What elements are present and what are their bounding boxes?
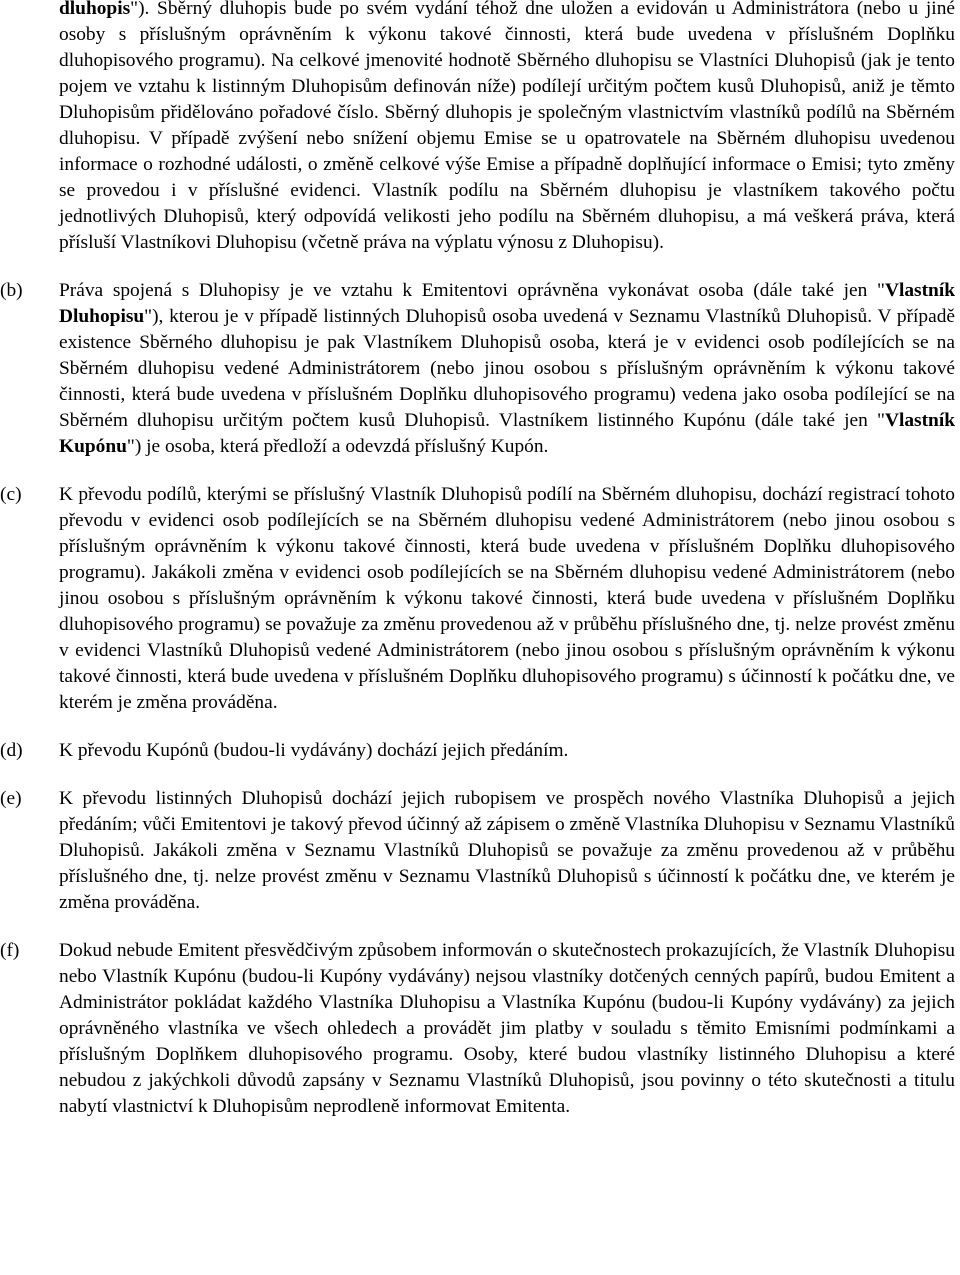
continued-paragraph	[59, 0, 955, 256]
defined-term: Vlastník Kupónu	[59, 410, 955, 457]
item-label: (b)	[0, 280, 23, 301]
defined-term: Vlastník Dluhopisu	[59, 280, 955, 327]
spacer	[0, 256, 960, 278]
spacer	[0, 916, 960, 938]
item-label: (e)	[0, 788, 22, 809]
item-text: "), kterou je v případě listinných Dluhopisů osoba uvedená v Seznamu Vlastníků Dluhopisů. V případě existence Sběrného dluhopisu je pak Vlastníkem Dluhopisů osoba, která je v evidenci osob podílejících se na Sběrném dluhopisu vedené Administrátorem (nebo jinou osobou s příslušným oprávněním k výkonu takové činnosti, která bude uvedena v příslušném Doplňku dluhopisového programu) vedena jako osoba podílející se na Sběrném dluhopisu určitým počtem kusů Dluhopisů. Vlastníkem listinného Kupónu (dále také jen "	[59, 306, 955, 431]
item-label: (f)	[0, 940, 20, 961]
spacer	[0, 460, 960, 482]
list-item-b	[0, 278, 955, 460]
item-text: Dokud nebude Emitent přesvědčivým způsobem informován o skutečnostech prokazujících, že Vlastník Dluhopisu nebo Vlastník Kupónu (budou-li Kupóny vydávány) nejsou vlastníky dotčených cenných papírů, budou Emitent a Administrátor pokládat každého Vlastníka Dluhopisu a Vlastníka Kupónu (budou-li Kupóny vydávány) za jejich oprávněného vlastníka ve všech ohledech a provádět jim platby v souladu s těmito Emisními podmínkami a příslušným Doplňkem dluhopisového programu. Osoby, které budou vlastníky listinného Dluhopisu a které nebudou z jakýchkoli důvodů zapsány v Seznamu Vlastníků Dluhopisů, jsou povinny o této skutečnosti a titulu nabytí vlastnictví k Dluhopisům neprodleně informovat Emitenta.	[59, 940, 955, 1117]
item-text: ") je osoba, která předloží a odevzdá příslušný Kupón.	[126, 436, 549, 457]
list-item-c	[0, 482, 955, 716]
list-item-f	[0, 938, 955, 1120]
item-text: Práva spojená s Dluhopisy je ve vztahu k Emitentovi oprávněna vykonávat osoba (dále také jen "	[59, 280, 885, 301]
item-text: K převodu podílů, kterými se příslušný Vlastník Dluhopisů podílí na Sběrném dluhopisu, dochází registrací tohoto převodu v evidenci osob podílejících se na Sběrném dluhopisu vedené Administrátorem (nebo jinou osobou s příslušným oprávněním k výkonu takové činnosti, která bude uvedena v příslušném Doplňku dluhopisového programu). Jakákoli změna v evidenci osob podílejících se na Sběrném dluhopisu vedené Administrátorem (nebo jinou osobou s příslušným oprávněním k výkonu takové činnosti, která bude uvedena v příslušném Doplňku dluhopisového programu) se považuje za změnu provedenou až v průběhu příslušného dne, tj. nelze provést změnu v evidenci Vlastníků Dluhopisů vedené Administrátorem (nebo jinou osobou s příslušným oprávněním k výkonu takové činnosti, která bude uvedena v příslušném Doplňku dluhopisového programu) s účinností k počátku dne, ve kterém je změna prováděna.	[59, 484, 955, 713]
list-item-e	[0, 786, 955, 916]
spacer	[0, 716, 960, 738]
item-label: (d)	[0, 740, 23, 761]
item-label: (c)	[0, 484, 22, 505]
item-text: K převodu Kupónů (budou-li vydávány) dochází jejich předáním.	[59, 740, 569, 761]
bold-term: dluhopis	[59, 0, 131, 19]
spacer	[0, 764, 960, 786]
item-text: K převodu listinných Dluhopisů dochází jejich rubopisem ve prospěch nového Vlastníka Dluhopisů a jejich předáním; vůči Emitentovi je takový převod účinný až zápisem o změně Vlastníka Dluhopisu v Seznamu Vlastníků Dluhopisů. Jakákoli změna v Seznamu Vlastníků Dluhopisů se považuje za změnu provedenou až v průběhu příslušného dne, tj. nelze provést změnu v Seznamu Vlastníků Dluhopisů s účinností k počátku dne, ve kterém je změna prováděna.	[59, 788, 955, 913]
list-item-d	[0, 738, 955, 764]
paragraph-text: "). Sběrný dluhopis bude po svém vydání téhož dne uložen a evidován u Administrátora (nebo u jiné osoby s příslušným oprávněním k výkonu takové činnosti, která bude uvedena v příslušném Doplňku dluhopisového programu). Na celkové jmenovité hodnotě Sběrného dluhopisu se Vlastníci Dluhopisů (jak je tento pojem ve vztahu k listinným Dluhopisům definován níže) podílejí určitým počtem kusů Dluhopisů, aniž je těmto Dluhopisům přidělováno pořadové číslo. Sběrný dluhopis je společným vlastnictvím vlastníků podílů na Sběrném dluhopisu. V případě zvýšení nebo snížení objemu Emise se u opatrovatele na Sběrném dluhopisu uvedenou informace o rozhodné události, o změně celkové výše Emise a případně doplňující informace o Emisi; tyto změny se provedou i v příslušné evidenci. Vlastník podílu na Sběrném dluhopisu je vlastníkem takového počtu jednotlivých Dluhopisů, který odpovídá velikosti jeho podílu na Sběrném dluhopisu, a má veškerá práva, která přísluší Vlastníkovi Dluhopisu (včetně práva na výplatu výnosu z Dluhopisu).	[59, 0, 955, 253]
